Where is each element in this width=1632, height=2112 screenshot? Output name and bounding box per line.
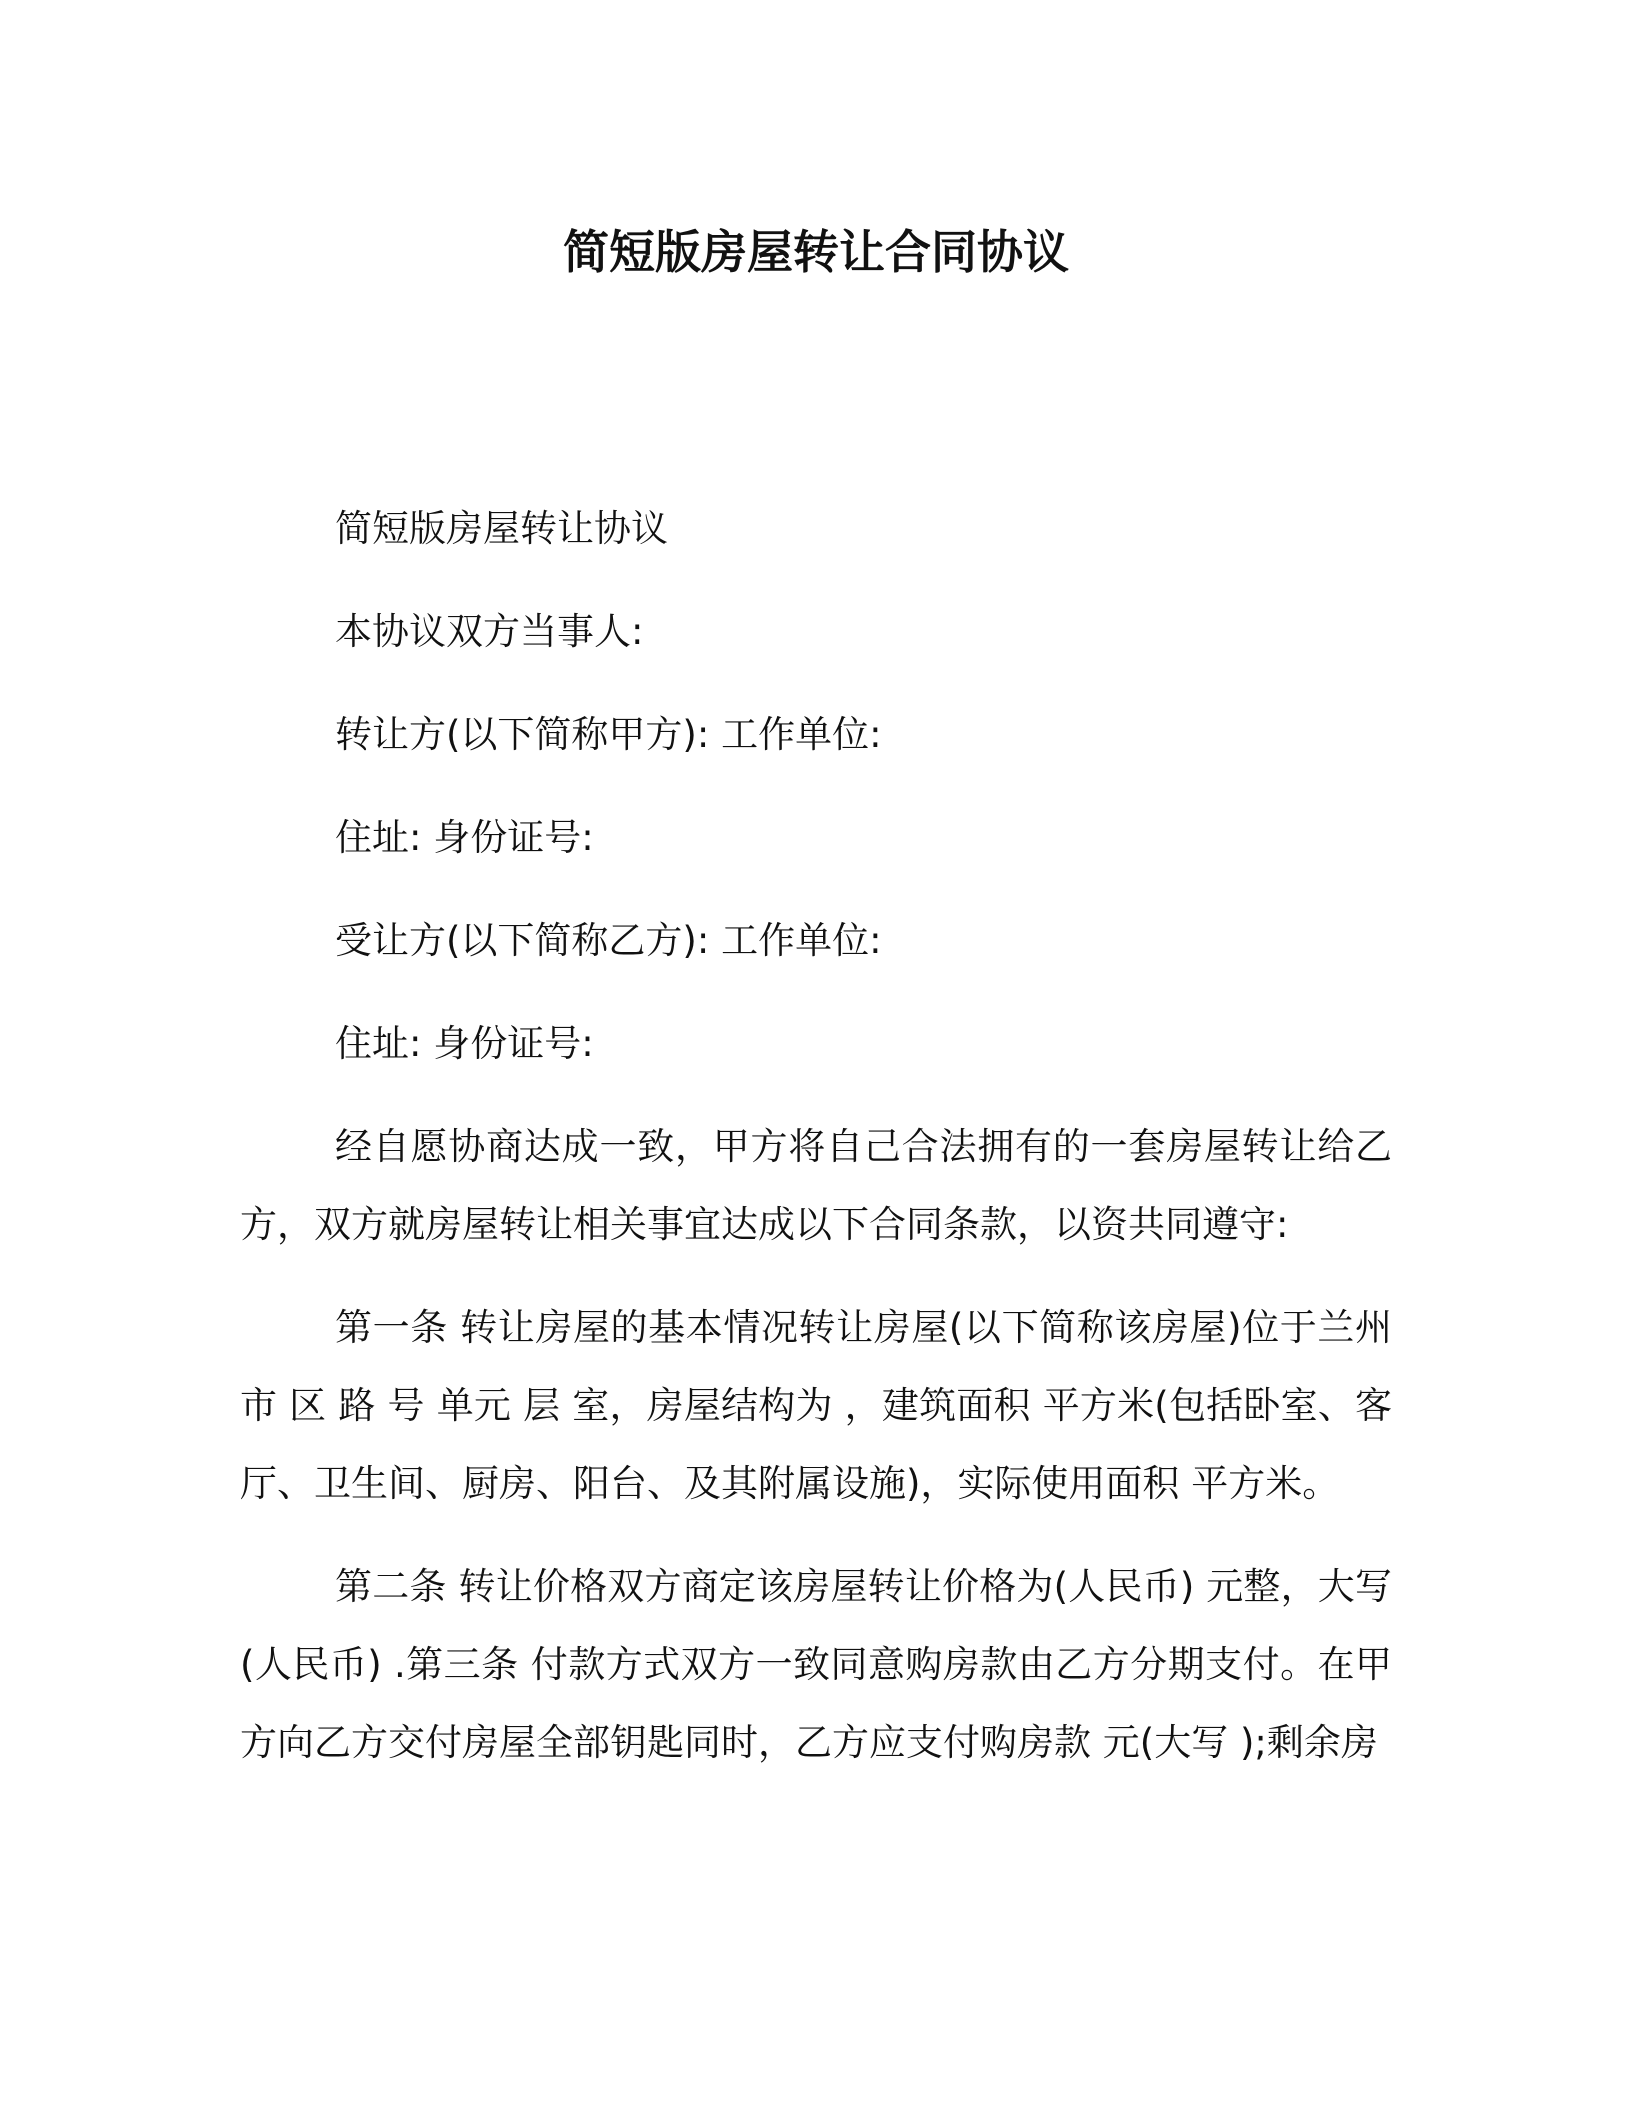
transferee-line: 受让方(以下简称乙方): 工作单位:: [335, 919, 882, 962]
article-one-paragraph: 第一条 转让房屋的基本情况转让房屋(以下简称该房屋)位于兰州市 区 路 号 单元 层 室，房屋结构为 ，建筑面积 平方米(包括卧室、客厅、卫生间、厨房、阳台、及其附属设施)，实际使用面积 平方米。: [240, 1306, 1392, 1505]
parties-heading: 本协议双方当事人:: [335, 610, 644, 653]
transferor-address-line: 住址: 身份证号:: [335, 816, 594, 859]
transferee-address-line: 住址: 身份证号:: [335, 1022, 594, 1065]
document-body: [240, 490, 1392, 1807]
agreement-subtitle: 简短版房屋转让协议: [335, 507, 668, 550]
document-title: 简短版房屋转让合同协议: [563, 225, 1069, 279]
transferor-line: 转让方(以下简称甲方): 工作单位:: [335, 713, 882, 756]
article-two-paragraph: 第二条 转让价格双方商定该房屋转让价格为(人民币) 元整，大写(人民币) .第三条 付款方式双方一致同意购房款由乙方分期支付。在甲方向乙方交付房屋全部钥匙同时，乙方应支付购房款 元(大写 );剩余房: [240, 1565, 1392, 1764]
intro-paragraph: 经自愿协商达成一致，甲方将自己合法拥有的一套房屋转让给乙方，双方就房屋转让相关事宜达成以下合同条款，以资共同遵守:: [240, 1125, 1392, 1246]
